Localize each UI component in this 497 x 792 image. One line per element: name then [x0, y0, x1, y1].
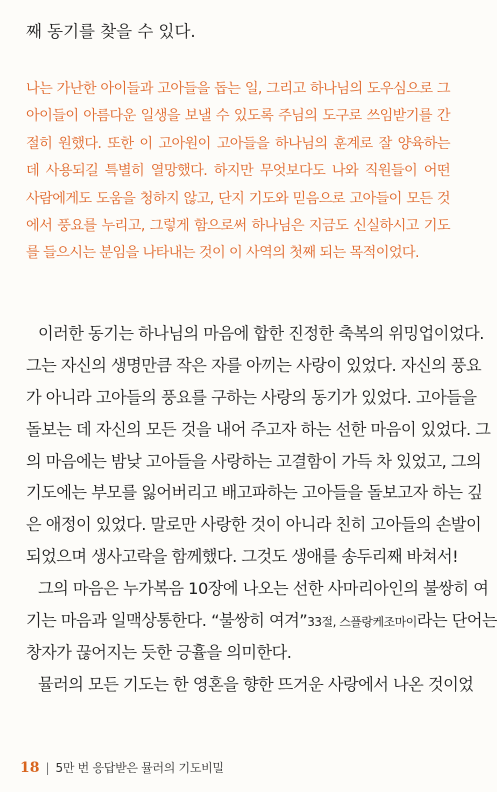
body-line: 되었으며 생사고락을 함께했다. 그것도 생애를 송두리째 바쳐서!	[26, 547, 459, 567]
body-line: 창자가 끊어지는 듯한 긍휼을 의미한다.	[26, 642, 292, 662]
continued-sentence: 째 동기를 찾을 수 있다.	[26, 22, 196, 41]
body-line-text: 기는 마음과 일맥상통한다. “불쌍히 여겨”	[26, 611, 308, 631]
body-line: 그의 마음은 누가복음 10장에 나오는 선한 사마리아인의 불쌍히 여	[38, 579, 489, 599]
quote-line: 에서 풍요를 누리고, 그렇게 함으로써 하나님은 지금도 신실하시고 기도	[26, 217, 450, 234]
body-line: 이러한 동기는 하나님의 마음에 합한 진정한 축복의 위밍업이었다.	[38, 324, 484, 343]
quote-line: 아이들이 아름다운 일생을 보낼 수 있도록 주님의 도구로 쓰임받기를 간	[26, 108, 450, 125]
body-text	[26, 318, 497, 701]
page-footer	[20, 759, 224, 776]
body-line: 은 애정이 있었다. 말로만 사랑한 것이 아니라 친히 고아들의 손발이	[26, 515, 482, 535]
body-line: 의 마음에는 밤낮 고아들을 사랑하는 고결함이 가득 차 있었고, 그의	[26, 451, 482, 471]
quote-line: 데 사용되길 특별히 열망했다. 하지만 무엇보다도 나와 직원들이 어떤	[26, 163, 450, 180]
footer-separator: |	[45, 761, 50, 775]
page-number: 18	[20, 760, 40, 776]
body-line-text: 라는 단어는	[416, 611, 497, 631]
book-title: 5만 번 응답받은 뮬러의 기도비밀	[55, 761, 224, 775]
quote-line: 를 들으시는 분임을 나타내는 것이 이 사역의 첫째 되는 목적이었다.	[26, 245, 419, 262]
quote-line: 절히 원했다. 또한 이 고아원이 고아들을 하나님의 훈계로 잘 양육하는	[26, 135, 450, 152]
quote-line: 나는 가난한 아이들과 고아들을 돕는 일, 그리고 하나님의 도우심으로 그	[26, 81, 450, 97]
body-line: 가 아니라 고아들의 풍요를 구하는 사랑의 동기가 있었다. 고아들을	[26, 387, 477, 407]
body-line: 돌보는 데 자신의 모든 것을 내어 주고자 하는 선한 마음이 있었다. 그	[26, 419, 491, 439]
quote-line: 사람에게도 도움을 청하지 않고, 단지 기도와 믿음으로 고아들이 모든 것	[26, 190, 450, 207]
quoted-passage	[26, 76, 450, 268]
body-line-with-note	[26, 605, 497, 637]
body-line: 그는 자신의 생명만큼 작은 자를 아끼는 사랑이 있었다. 자신의 풍요	[26, 355, 482, 375]
body-line: 뮬러의 모든 기도는 한 영혼을 향한 뜨거운 사랑에서 나온 것이었	[38, 674, 474, 694]
verse-note: 33절, 스플랑케조마이	[307, 615, 417, 630]
body-line: 기도에는 부모를 잃어버리고 배고파하는 고아들을 돌보고자 하는 깊	[26, 483, 483, 503]
